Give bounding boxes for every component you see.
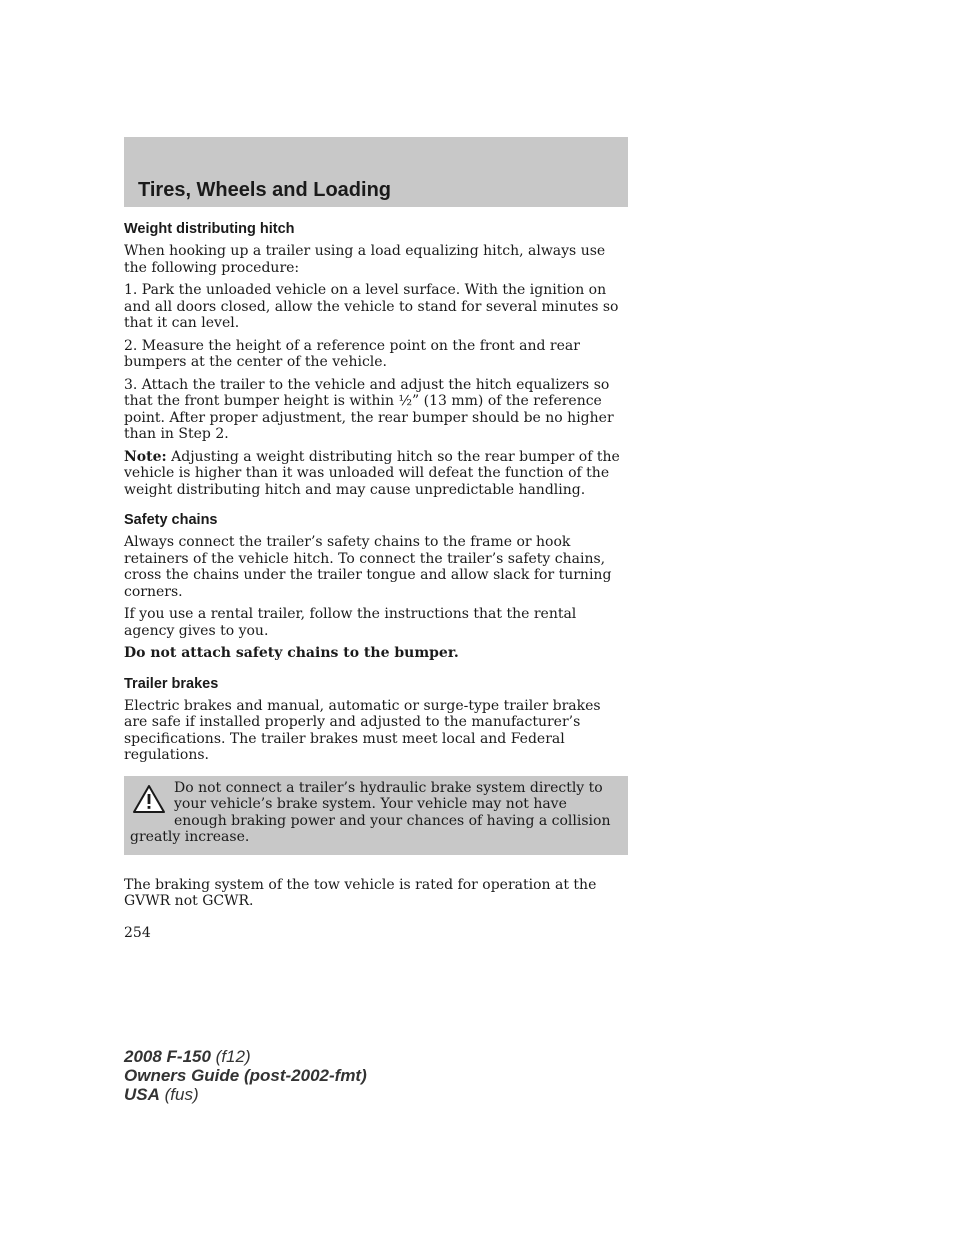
- warning-box: [124, 776, 628, 855]
- footer-guide: Owners Guide (post-2002-fmt): [124, 1066, 367, 1085]
- heading-safety-chains: Safety chains: [124, 512, 218, 528]
- footer-model-code: (f12): [210, 1047, 251, 1066]
- warning-triangle-icon: [132, 784, 166, 814]
- main-content: [124, 220, 628, 916]
- section-header-band: [124, 137, 628, 207]
- footer-line-2: [124, 1066, 367, 1085]
- page-number: 254: [124, 925, 151, 941]
- page-title: Tires, Wheels and Loading: [138, 179, 392, 201]
- footer-line-1: [124, 1047, 367, 1066]
- chains-warning-line: Do not attach safety chains to the bumper.: [124, 645, 459, 661]
- hitch-step-3: 3. Attach the trailer to the vehicle and adjust the hitch equalizers so that the front bumper height is within ½” (13 mm) of the reference point. After proper adjustment, the rear bumper should be no higher than in Step 2.: [124, 376, 614, 442]
- hitch-step-2: 2. Measure the height of a reference point on the front and rear bumpers at the center of the vehicle.: [124, 337, 580, 370]
- warning-text: Do not connect a trailer’s hydraulic brake system directly to your vehicle’s brake system. Your vehicle may not have enough braking power and your chances of having a collision greatly increase.: [130, 779, 611, 845]
- note-text: Adjusting a weight distributing hitch so the rear bumper of the vehicle is higher than it was unloaded will defeat the function of the weight distributing hitch and may cause unpredictable handling.: [124, 448, 620, 498]
- document-footer: [124, 1047, 367, 1104]
- footer-market: USA: [124, 1085, 160, 1104]
- chains-paragraph-1: Always connect the trailer’s safety chains to the frame or hook retainers of the vehicle hitch. To connect the trailer’s safety chains, cross the chains under the trailer tongue and allow slack for turning corners.: [124, 534, 612, 600]
- hitch-note: [124, 449, 628, 499]
- chains-paragraph-2: If you use a rental trailer, follow the instructions that the rental agency gives to you.: [124, 606, 577, 639]
- brakes-paragraph-1: Electric brakes and manual, automatic or surge-type trailer brakes are safe if installed properly and adjusted to the manufacturer’s specifications. The trailer brakes must meet local and Federal regulations.: [124, 697, 601, 763]
- footer-line-3: [124, 1085, 367, 1104]
- heading-trailer-brakes: Trailer brakes: [124, 675, 219, 692]
- hitch-intro: When hooking up a trailer using a load equalizing hitch, always use the following procedure:: [124, 243, 606, 276]
- hitch-step-1: 1. Park the unloaded vehicle on a level surface. With the ignition on and all doors closed, allow the vehicle to stand for several minutes so that it can level.: [124, 282, 619, 331]
- footer-market-code: (fus): [159, 1085, 199, 1104]
- brakes-paragraph-2: The braking system of the tow vehicle is rated for operation at the GVWR not GCWR.: [124, 876, 597, 909]
- note-label: Note:: [124, 448, 167, 465]
- heading-weight-distributing-hitch: Weight distributing hitch: [124, 221, 295, 237]
- footer-model: 2008 F-150: [124, 1047, 211, 1066]
